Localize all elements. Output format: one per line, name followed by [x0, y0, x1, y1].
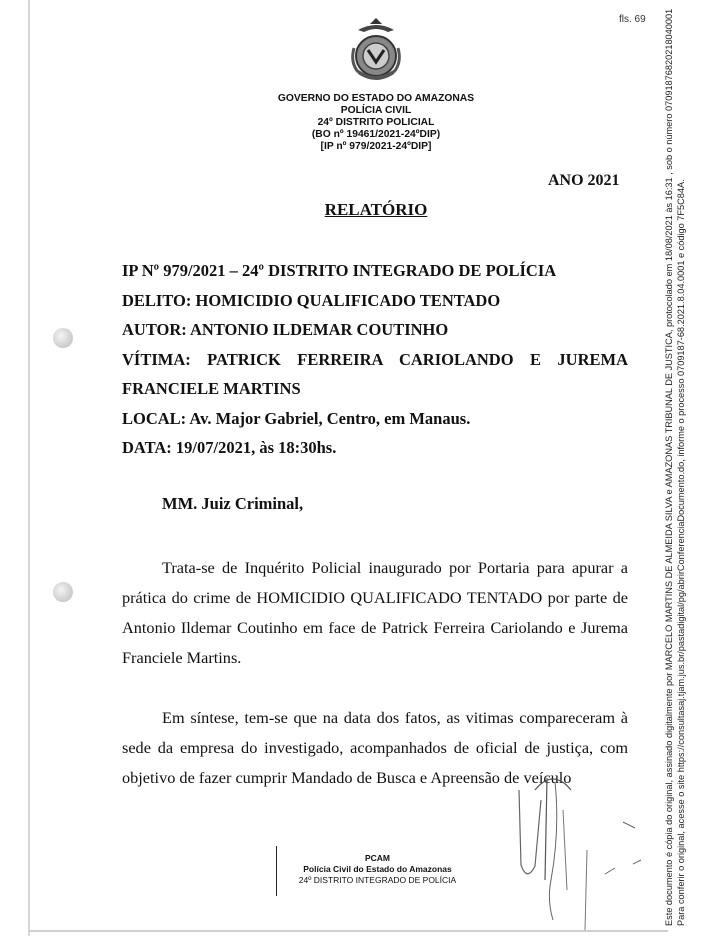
punch-hole	[53, 582, 73, 602]
header-line: POLÍCIA CIVIL	[340, 105, 412, 116]
stamp-line: Para conferir o original, acesse o site https://consultasaj.tjam.jus.br/pastadigital/pg/abrirConferenciaDocumento.do, informe o processo 0709187-68.2021.8.04.0001 e código 7F5C84A.	[675, 179, 686, 926]
page-number: fls. 69	[619, 14, 646, 25]
document-title: RELATÓRIO	[324, 200, 428, 219]
footer-divider	[276, 846, 277, 896]
field-delito: DELITO: HOMICIDIO QUALIFICADO TENTADO	[122, 290, 501, 310]
page-edge	[28, 0, 30, 936]
field-vitima-continued: FRANCIELE MARTINS	[122, 379, 301, 398]
footer-line: Polícia Civil do Estado do Amazonas	[303, 864, 452, 874]
header-line: (BO nº 19461/2021-24ºDIP)	[311, 129, 441, 140]
paragraph-text: Trata-se de Inquérito Policial inaugurado por Portaria para apurar a prática do crime de HOMICIDIO QUALIFICADO TENTADO por parte de Antonio Ildemar Coutinho em face de Patrick Ferreira Cariolando e Jurema Franciele Martins.	[122, 558, 628, 667]
case-fields	[122, 256, 628, 463]
field-autor: AUTOR: ANTONIO ILDEMAR COUTINHO	[122, 320, 449, 339]
year-label: ANO 2021	[548, 172, 620, 189]
punch-hole	[53, 328, 73, 348]
salutation: MM. Juiz Criminal,	[162, 494, 304, 513]
page-bottom-edge	[28, 930, 668, 932]
document-header	[240, 93, 512, 153]
field-data: DATA: 19/07/2021, às 18:30hs.	[122, 438, 337, 457]
state-coat-of-arms-icon	[348, 18, 404, 84]
footer-line: 24º DISTRITO INTEGRADO DE POLÍCIA	[298, 875, 457, 885]
digital-signature-stamp	[664, 6, 687, 926]
field-ip: IP Nº 979/2021 – 24º DISTRITO INTEGRADO DE POLÍCIA	[122, 261, 557, 280]
stamp-line: Este documento é cópia do original, assinado digitalmente por MARCELO MARTINS DE ALMEIDA SILVA e AMAZONAS TRIBUNAL DE JUSTICA, protocolado em 18/08/2021 às 16:31 , sob o número 07091876820218040001	[664, 8, 674, 926]
header-line: GOVERNO DO ESTADO DO AMAZONAS	[277, 93, 475, 104]
footer-line: PCAM	[364, 853, 391, 863]
header-line: [IP nº 979/2021-24ºDIP]	[320, 141, 432, 152]
paragraph-text: Em síntese, tem-se que na data dos fatos, as vitimas compareceram à sede da empresa do investigado, acompanhados de oficial de justiça, com objetivo de fazer cumprir Mandado de Busca e Apreensão de veículo	[122, 708, 628, 787]
header-line: 24º DISTRITO POLICIAL	[317, 117, 435, 128]
footer	[290, 853, 465, 886]
paragraph	[122, 553, 628, 673]
field-local: LOCAL: Av. Major Gabriel, Centro, em Manaus.	[122, 408, 471, 428]
handwritten-signature	[505, 770, 655, 930]
field-vitima: VÍTIMA: PATRICK FERREIRA CARIOLANDO E JUREMA	[122, 349, 628, 369]
